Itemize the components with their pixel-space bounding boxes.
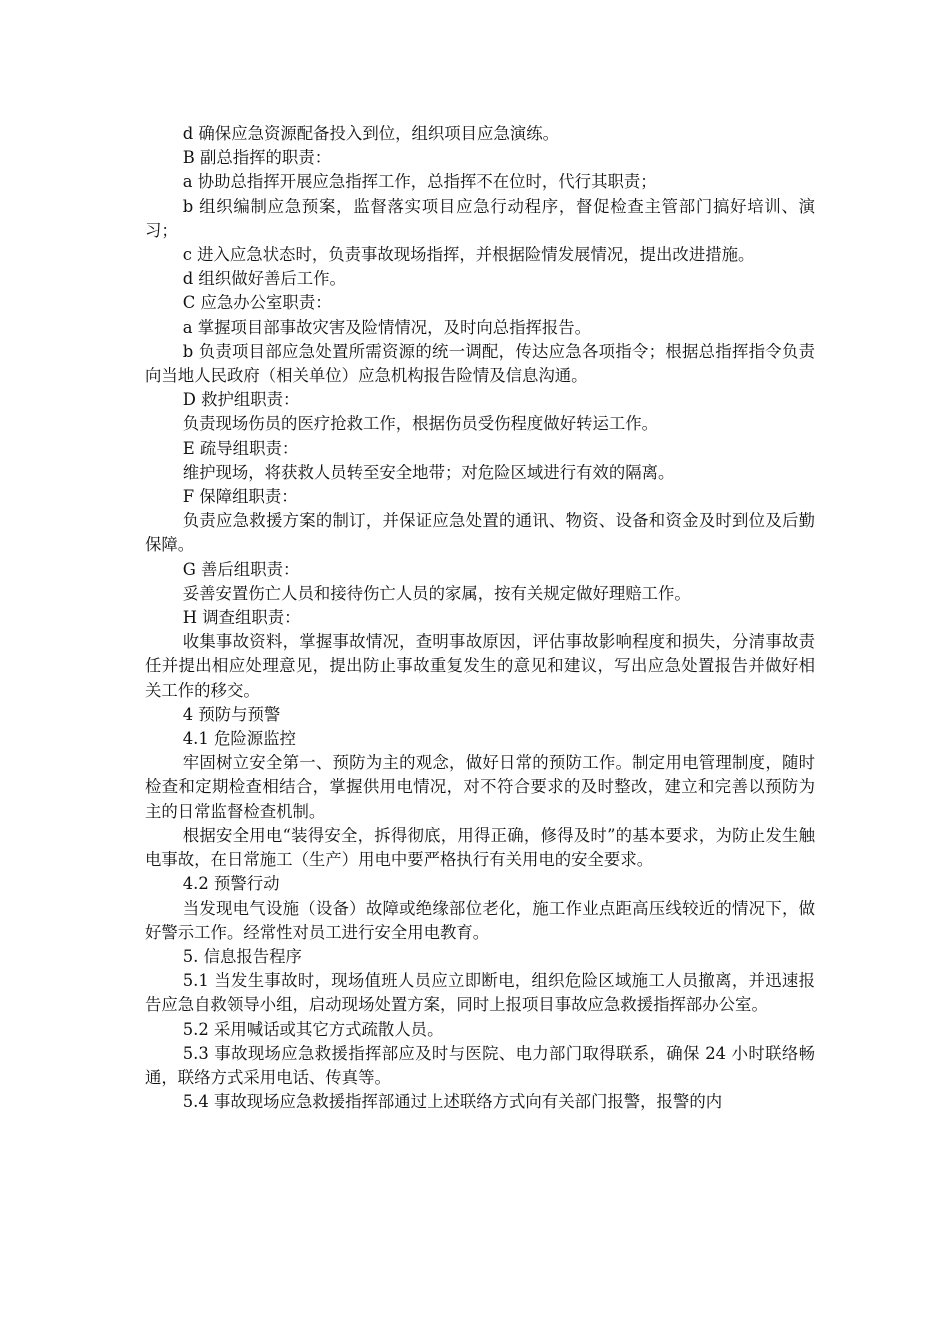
paragraph-evacuation-team: 维护现场，将获救人员转至安全地带；对危险区域进行有效的隔离。 (182, 462, 675, 482)
paragraph-deputy-duty-a: a 协助总指挥开展应急指挥工作，总指挥不在位时，代行其职责； (182, 172, 657, 192)
paragraph-reporting-5-4: 5.4 事故现场应急救援指挥部通过上述联络方式向有关部门报警，报警的内 (182, 1092, 723, 1112)
subsection-heading-hazard-monitoring: 4.1 危险源监控 (182, 729, 296, 749)
heading-emergency-office-duties: C 应急办公室职责： (182, 293, 332, 313)
heading-support-team-duties: F 保障组职责： (182, 487, 298, 507)
paragraph-aftermath-team: 妥善安置伤亡人员和接待伤亡人员的家属，按有关规定做好理赔工作。 (182, 583, 691, 603)
heading-rescue-team-duties: D 救护组职责： (182, 390, 300, 410)
paragraph-hazard-monitoring-2: 根据安全用电“装得安全，拆得彻底，用得正确，修得及时”的基本要求，为防止发生触电事故，在日常施工（生产）用电中要严格执行有关用电的安全要求。 (145, 825, 815, 870)
paragraph-warning-action: 当发现电气设施（设备）故障或绝缘部位老化，施工作业点距高压线较近的情况下，做好警示工作。经常性对员工进行安全用电教育。 (145, 898, 815, 942)
paragraph-rescue-team: 负责现场伤员的医疗抢救工作，根据伤员受伤程度做好转运工作。 (182, 414, 659, 434)
document-page (145, 122, 815, 1114)
paragraph-deputy-duty-d: d 组织做好善后工作。 (182, 269, 346, 289)
heading-evacuation-team-duties: E 疏导组职责： (182, 438, 299, 458)
section-heading-prevention-warning: 4 预防与预警 (182, 704, 281, 724)
paragraph-reporting-5-2: 5.2 采用喊话或其它方式疏散人员。 (182, 1019, 444, 1039)
paragraph-support-team: 负责应急救援方案的制订，并保证应急处置的通讯、物资、设备和资金及时到位及后勤保障。 (145, 511, 815, 555)
paragraph-reporting-5-1: 5.1 当发生事故时，现场值班人员应立即断电，组织危险区域施工人员撤离，并迅速报告应急自救领导小组，启动现场处置方案，同时上报项目事故应急救援指挥部办公室。 (145, 971, 815, 1015)
paragraph-investigation-team: 收集事故资料，掌握事故情况，查明事故原因，评估事故影响程度和损失，分清事故责任并提出相应处理意见，提出防止事故重复发生的意见和建议，写出应急处置报告并做好相关工作的移交。 (145, 632, 815, 700)
paragraph-office-duty-b: b 负责项目部应急处置所需资源的统一调配，传达应急各项指令；根据总指挥指令负责向当地人民政府（相关单位）应急机构报告险情及信息沟通。 (145, 341, 815, 386)
paragraph-deputy-duty-b: b 组织编制应急预案，监督落实项目应急行动程序，督促检查主管部门搞好培训、演习； (145, 196, 815, 240)
paragraph-deputy-duty-c: c 进入应急状态时，负责事故现场指挥，并根据险情发展情况，提出改进措施。 (182, 245, 755, 265)
paragraph-resource-readiness: d 确保应急资源配备投入到位，组织项目应急演练。 (182, 124, 560, 143)
paragraph-reporting-5-3: 5.3 事故现场应急救援指挥部应及时与医院、电力部门取得联系，确保 24 小时联络畅通，联络方式采用电话、传真等。 (145, 1043, 815, 1087)
heading-deputy-commander-duties: B 副总指挥的职责： (182, 148, 332, 168)
section-heading-info-reporting: 5. 信息报告程序 (182, 946, 302, 966)
paragraph-office-duty-a: a 掌握项目部事故灾害及险情情况，及时向总指挥报告。 (182, 317, 592, 337)
heading-aftermath-team-duties: G 善后组职责： (182, 559, 300, 579)
paragraph-hazard-monitoring-1: 牢固树立安全第一、预防为主的观念，做好日常的预防工作。制定用电管理制度，随时检查和定期检查相结合，掌握供用电情况，对不符合要求的及时整改，建立和完善以预防为主的日常监督检查机制。 (145, 753, 815, 821)
subsection-heading-warning-action: 4.2 预警行动 (182, 874, 280, 894)
heading-investigation-team-duties: H 调查组职责： (182, 608, 301, 628)
